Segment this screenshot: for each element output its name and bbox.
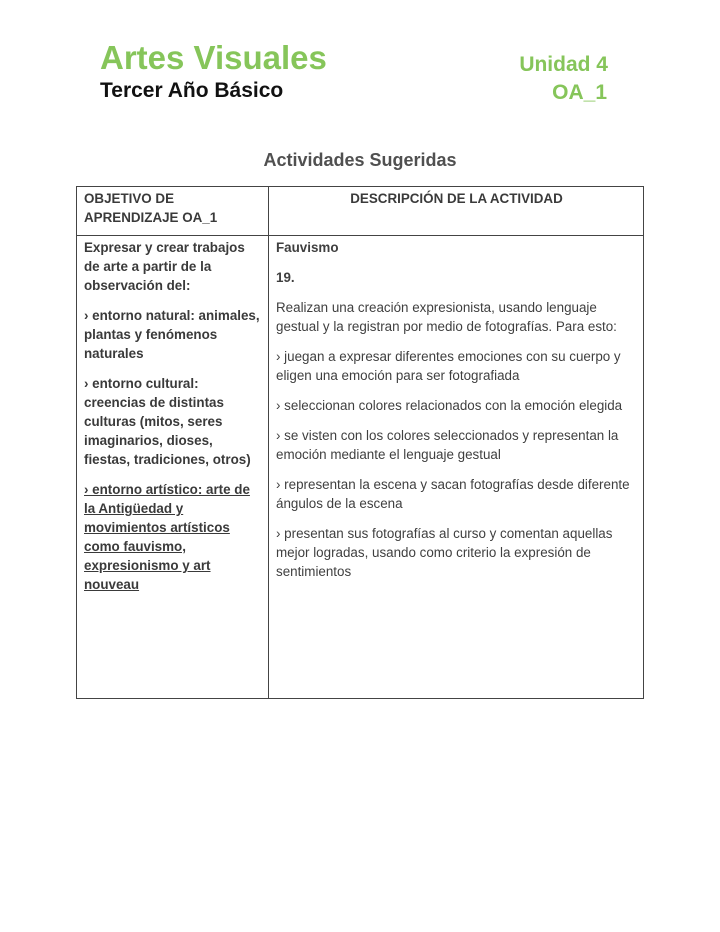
objective-item: › entorno cultural: creencias de distintas culturas (mitos, seres imaginarios, dioses, fiestas, tradiciones, otros) <box>84 376 251 467</box>
objective-cell <box>77 236 269 699</box>
activity-step: › se visten con los colores seleccionados y representan la emoción mediante el lenguaje gestual <box>276 428 619 462</box>
activity-step: › presentan sus fotografías al curso y comentan aquellas mejor logradas, usando como criterio la expresión de sentimientos <box>276 526 613 579</box>
activity-cell <box>269 236 644 699</box>
objective-item-highlighted: › entorno artístico: arte de la Antigüedad y movimientos artísticos como fauvismo, expresionismo y art nouveau <box>84 482 250 592</box>
activity-number: 19. <box>276 270 295 285</box>
description-header: DESCRIPCIÓN DE LA ACTIVIDAD <box>269 187 644 236</box>
activity-step: › seleccionan colores relacionados con la emoción elegida <box>276 398 623 413</box>
table-header-row <box>77 187 644 236</box>
objective-header: OBJETIVO DE APRENDIZAJE OA_1 <box>77 187 269 236</box>
grade-subtitle: Tercer Año Básico <box>100 79 284 102</box>
objective-intro: Expresar y crear trabajos de arte a partir de la observación del: <box>84 240 245 293</box>
activity-step: › representan la escena y sacan fotografías desde diferente ángulos de la escena <box>276 477 630 511</box>
table-row <box>77 236 644 699</box>
activity-topic: Fauvismo <box>276 240 339 255</box>
objective-code: OA_1 <box>552 81 607 104</box>
section-title: Actividades Sugeridas <box>263 150 457 170</box>
objective-item: › entorno natural: animales, plantas y fenómenos naturales <box>84 308 260 361</box>
subject-title: Artes Visuales <box>100 39 327 76</box>
unit-label: Unidad 4 <box>519 53 608 76</box>
activity-step: › juegan a expresar diferentes emociones con su cuerpo y eligen una emoción para ser fotografiada <box>276 349 621 383</box>
activity-intro: Realizan una creación expresionista, usando lenguaje gestual y la registran por medio de fotografías. Para esto: <box>276 300 617 334</box>
activities-table <box>76 186 644 699</box>
